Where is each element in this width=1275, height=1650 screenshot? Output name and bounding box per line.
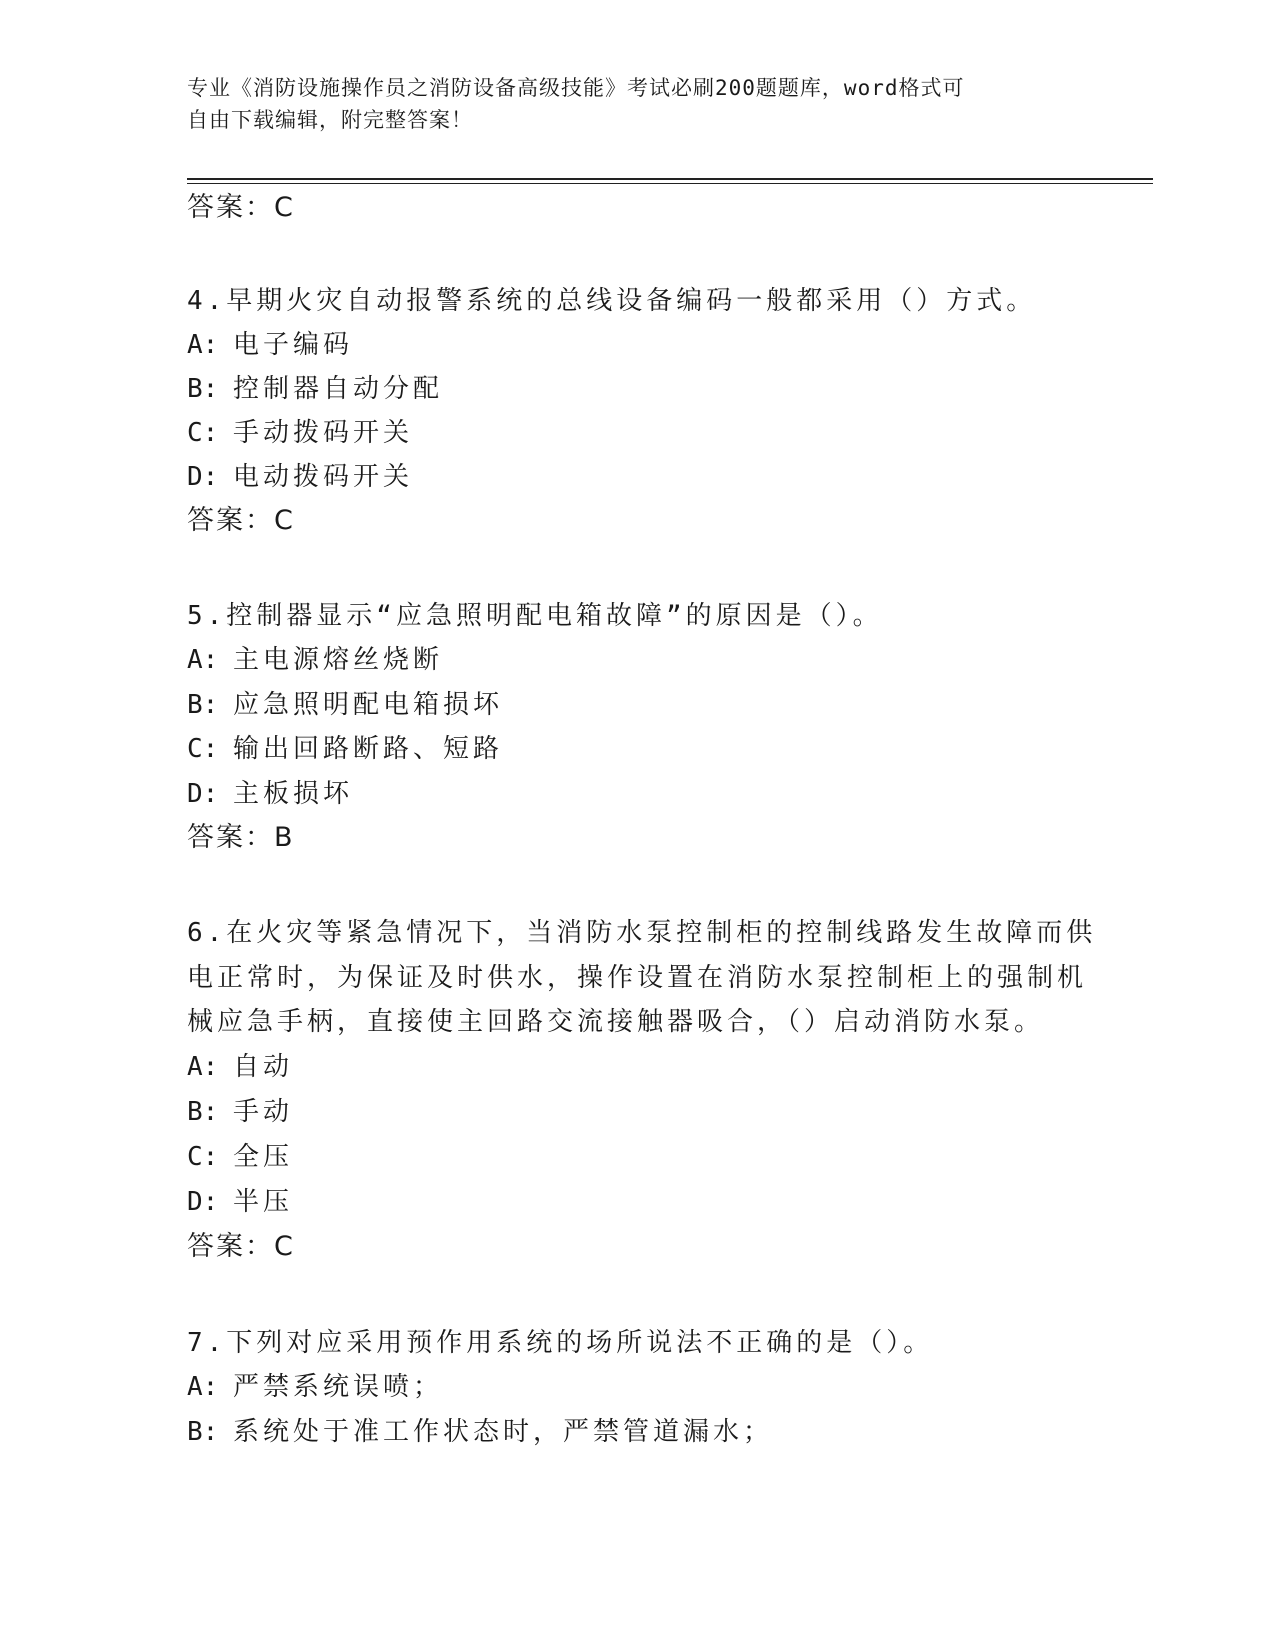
question-4-option-a [187,327,353,363]
question-6-option-d [187,1184,293,1220]
question-6-option-c [187,1139,293,1175]
question-6-stem-line-1: 6.在火灾等紧急情况下，当消防水泵控制柜的控制线路发生故障而供 [187,918,1097,948]
question-4-option-c [187,415,413,451]
header-divider-thick [187,178,1153,180]
question-4-answer: 答案：C [187,505,295,536]
option-letter: B: [187,374,219,404]
document-header [187,72,1087,136]
option-letter: B: [187,1097,219,1127]
answer-previous: 答案：C [187,192,295,223]
question-5-stem: 5.控制器显示“应急照明配电箱故障”的原因是（）。 [187,601,883,631]
question-4-stem: 4.早期火灾自动报警系统的总线设备编码一般都采用（）方式。 [187,286,1037,316]
question-6-stem-line-3: 械应急手柄，直接使主回路交流接触器吸合，（）启动消防水泵。 [187,1007,1045,1037]
option-text: 严禁系统误喷； [233,1372,444,1402]
question-6-stem-line-2: 电正常时，为保证及时供水，操作设置在消防水泵控制柜上的强制机 [187,963,1088,993]
question-6-option-b [187,1094,293,1130]
option-text: 输出回路断路、短路 [233,734,504,764]
option-letter: A: [187,1372,219,1402]
question-4-option-d [187,459,413,495]
option-letter: A: [187,645,219,675]
option-text: 主板损坏 [233,779,354,809]
option-letter: B: [187,690,219,720]
option-text: 系统处于准工作状态时，严禁管道漏水； [233,1417,774,1447]
option-text: 全压 [233,1142,294,1172]
question-5-option-a [187,642,443,678]
question-7-option-b [187,1414,773,1450]
option-letter: C: [187,418,219,448]
option-text: 手动 [233,1097,294,1127]
option-text: 手动拨码开关 [233,418,414,448]
header-line-2: 自由下载编辑，附完整答案！ [187,108,473,132]
option-letter: A: [187,330,219,360]
option-text: 半压 [233,1187,294,1217]
option-text: 应急照明配电箱损坏 [233,690,504,720]
question-5-option-b [187,687,503,723]
question-5-answer: 答案：B [187,822,295,853]
option-letter: C: [187,734,219,764]
question-7-stem: 7.下列对应采用预作用系统的场所说法不正确的是（）。 [187,1328,934,1358]
option-letter: A: [187,1052,219,1082]
option-letter: B: [187,1417,219,1447]
question-6-answer: 答案：C [187,1231,295,1262]
question-4-option-b [187,371,443,407]
option-letter: D: [187,779,219,809]
question-5-option-d [187,776,353,812]
option-text: 控制器自动分配 [233,374,444,404]
option-letter: D: [187,462,219,492]
question-7-option-a [187,1369,443,1405]
question-5-option-c [187,731,503,767]
option-text: 主电源熔丝烧断 [233,645,444,675]
option-letter: D: [187,1187,219,1217]
question-6-option-a [187,1049,293,1085]
option-letter: C: [187,1142,219,1172]
option-text: 自动 [233,1052,294,1082]
header-divider-thin [187,183,1153,184]
option-text: 电动拨码开关 [233,462,414,492]
header-line-1: 专业《消防设施操作员之消防设备高级技能》考试必刷200题题库，word格式可 [187,76,965,100]
option-text: 电子编码 [233,330,354,360]
